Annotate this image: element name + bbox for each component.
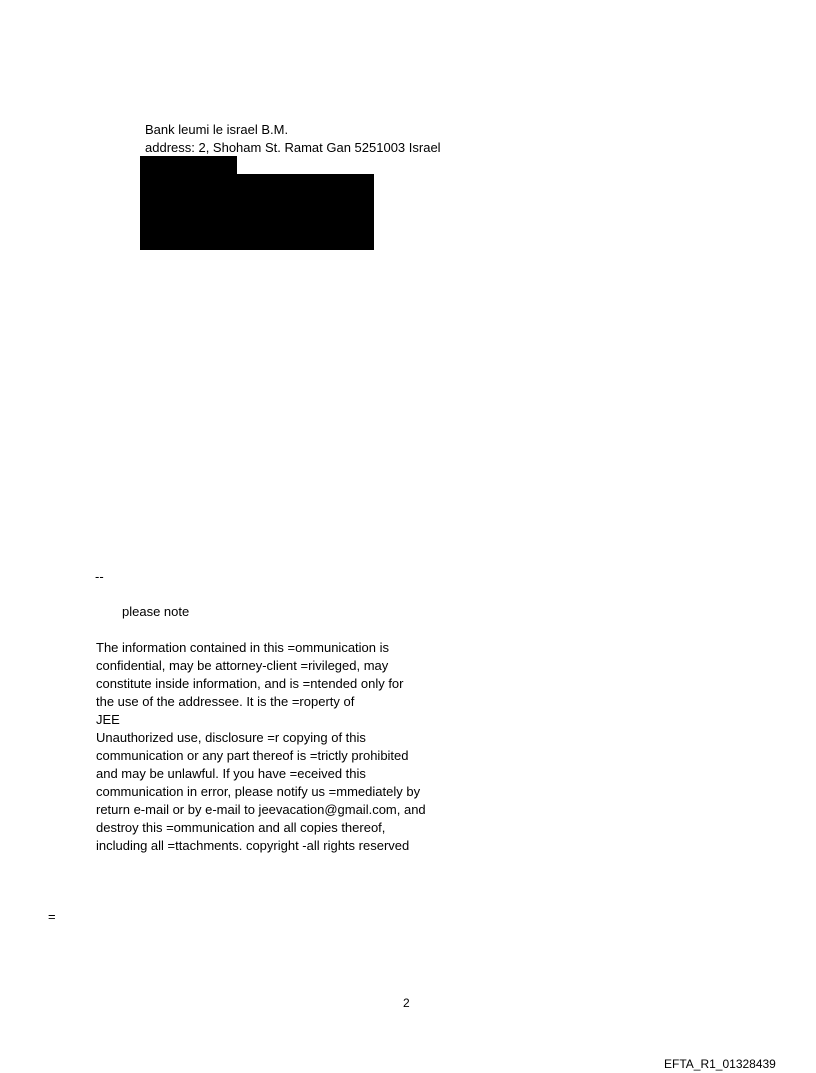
disclaimer-line: the use of the addressee. It is the =roperty of [96,694,355,709]
disclaimer-line: destroy this =ommunication and all copies thereof, [96,820,386,835]
signature-separator: -- [95,569,104,584]
bank-address: address: 2, Shoham St. Ramat Gan 5251003 Israel [145,140,441,155]
bank-name: Bank leumi le israel B.M. [145,122,289,137]
redaction-box [140,156,237,176]
confidentiality-disclaimer [96,639,426,855]
disclaimer-line: communication in error, please notify us =mmediately by [96,784,421,799]
bank-address-block [145,121,441,157]
trailing-equals-symbol: = [48,909,56,924]
note-heading: please note [122,604,190,619]
disclaimer-line: and may be unlawful. If you have =eceived this [96,766,366,781]
disclaimer-line: constitute inside information, and is =ntended only for [96,676,404,691]
disclaimer-line: communication or any part thereof is =trictly prohibited [96,748,409,763]
disclaimer-line: Unauthorized use, disclosure =r copying of this [96,730,366,745]
document-id: EFTA_R1_01328439 [664,1057,776,1071]
page-number: 2 [403,996,410,1010]
redaction-box [140,174,374,250]
disclaimer-line: JEE [96,712,120,727]
disclaimer-line: confidential, may be attorney-client =rivileged, may [96,658,389,673]
disclaimer-line: The information contained in this =ommunication is [96,640,390,655]
disclaimer-line: return e-mail or by e-mail to jeevacation@gmail.com, and [96,802,426,817]
disclaimer-line: including all =ttachments. copyright -all rights reserved [96,838,410,853]
